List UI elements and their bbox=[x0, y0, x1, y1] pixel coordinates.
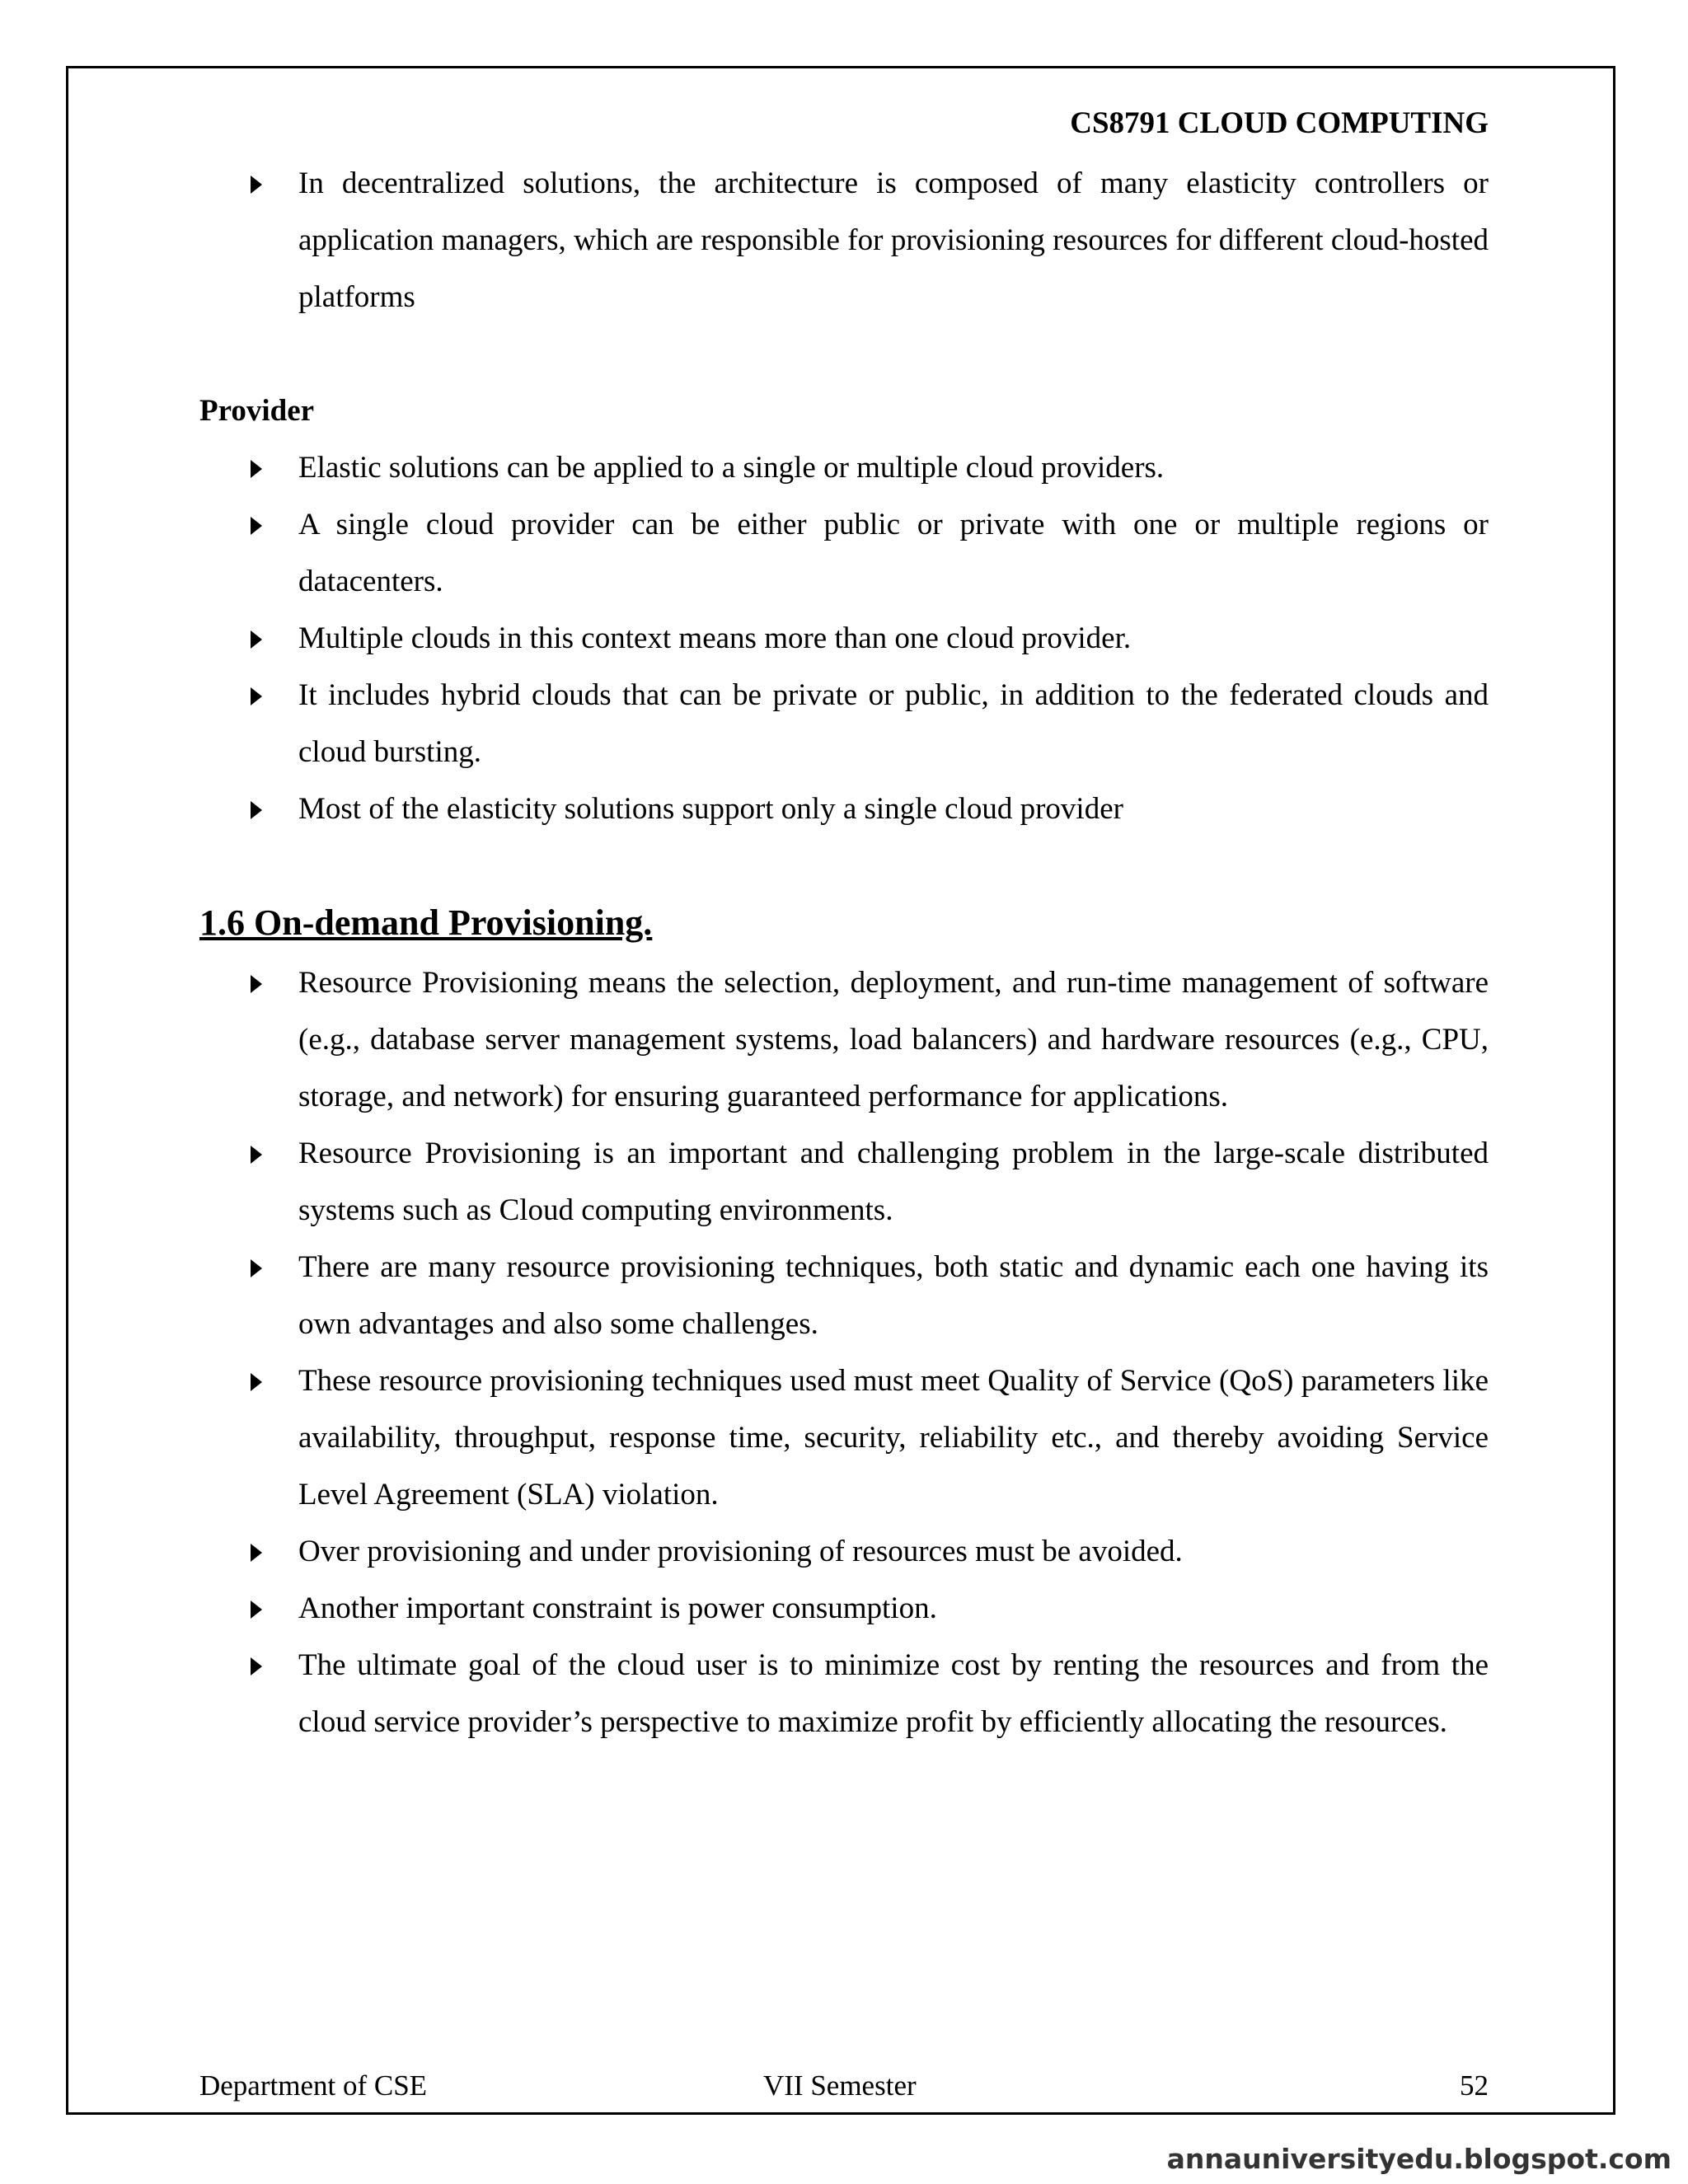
list-item bbox=[199, 667, 1489, 780]
footer-department: Department of CSE bbox=[199, 2069, 428, 2102]
page-number: 52 bbox=[1460, 2069, 1489, 2102]
list-item bbox=[199, 155, 1489, 326]
bullet-text: These resource provisioning techniques used must meet Quality of Service (QoS) parameters like availability, throughput, response time, security, reliability etc., and thereby avoiding Service Level Agreement (SLA) violation. bbox=[298, 1364, 1489, 1511]
bullet-text: Resource Provisioning is an important and challenging problem in the large-scale distributed systems such as Cloud computing environments. bbox=[298, 1137, 1489, 1227]
page-content bbox=[199, 99, 1489, 1750]
list-item bbox=[199, 780, 1489, 837]
right-triangle-bullet-icon bbox=[251, 517, 262, 535]
list-item bbox=[199, 1523, 1489, 1580]
bullet-text: There are many resource provisioning techniques, both static and dynamic each one having its own advantages and also some challenges. bbox=[298, 1250, 1489, 1341]
list-item bbox=[199, 1239, 1489, 1352]
list-item bbox=[199, 954, 1489, 1125]
watermark-url: annauniversityedu.blogspot.com bbox=[1166, 2143, 1672, 2175]
bullet-text: Elastic solutions can be applied to a single or multiple cloud providers. bbox=[298, 451, 1165, 485]
right-triangle-bullet-icon bbox=[251, 176, 262, 194]
list-item bbox=[199, 610, 1489, 667]
bullet-text: Resource Provisioning means the selection, deployment, and run-time management of software (e.g., database server management systems, load balancers) and hardware resources (e.g., CPU, storage, and network) for ensuring guaranteed performance for applications. bbox=[298, 966, 1489, 1113]
page-footer bbox=[199, 2065, 1489, 2107]
right-triangle-bullet-icon bbox=[251, 801, 262, 819]
bullet-text: Over provisioning and under provisioning of resources must be avoided. bbox=[298, 1535, 1183, 1568]
list-item bbox=[199, 439, 1489, 496]
list-item bbox=[199, 1352, 1489, 1523]
right-triangle-bullet-icon bbox=[251, 1146, 262, 1164]
right-triangle-bullet-icon bbox=[251, 687, 262, 705]
footer-semester: VII Semester bbox=[763, 2069, 917, 2102]
list-item bbox=[199, 1637, 1489, 1750]
right-triangle-bullet-icon bbox=[251, 1601, 262, 1619]
provider-bullet-list bbox=[199, 439, 1489, 837]
on-demand-bullet-list bbox=[199, 954, 1489, 1750]
right-triangle-bullet-icon bbox=[251, 1657, 262, 1675]
course-title: CS8791 CLOUD COMPUTING bbox=[1070, 106, 1489, 140]
provider-heading: Provider bbox=[199, 394, 315, 428]
right-triangle-bullet-icon bbox=[251, 1544, 262, 1562]
list-item bbox=[199, 1125, 1489, 1239]
bullet-text: Multiple clouds in this context means more than one cloud provider. bbox=[298, 621, 1132, 655]
list-item bbox=[199, 1580, 1489, 1637]
right-triangle-bullet-icon bbox=[251, 460, 262, 478]
list-item bbox=[199, 496, 1489, 610]
bullet-text: The ultimate goal of the cloud user is to minimize cost by renting the resources and from the cloud service provider’s perspective to maximize profit by efficiently allocating the resources. bbox=[298, 1648, 1489, 1739]
right-triangle-bullet-icon bbox=[251, 1259, 262, 1277]
right-triangle-bullet-icon bbox=[251, 975, 262, 993]
bullet-text: In decentralized solutions, the architecture is composed of many elasticity controllers or application managers, which are responsible for provisioning resources for different cloud-hosted platforms bbox=[298, 166, 1489, 314]
right-triangle-bullet-icon bbox=[251, 1373, 262, 1391]
bullet-text: It includes hybrid clouds that can be private or public, in addition to the federated clouds and cloud bursting. bbox=[298, 678, 1489, 769]
intro-bullet-list bbox=[199, 155, 1489, 326]
bullet-text: A single cloud provider can be either public or private with one or multiple regions or datacenters. bbox=[298, 508, 1489, 598]
bullet-text: Most of the elasticity solutions support only a single cloud provider bbox=[298, 792, 1123, 826]
right-triangle-bullet-icon bbox=[251, 630, 262, 649]
bullet-text: Another important constraint is power consumption. bbox=[298, 1591, 937, 1625]
section-heading-on-demand-provisioning: 1.6 On-demand Provisioning. bbox=[199, 902, 653, 943]
